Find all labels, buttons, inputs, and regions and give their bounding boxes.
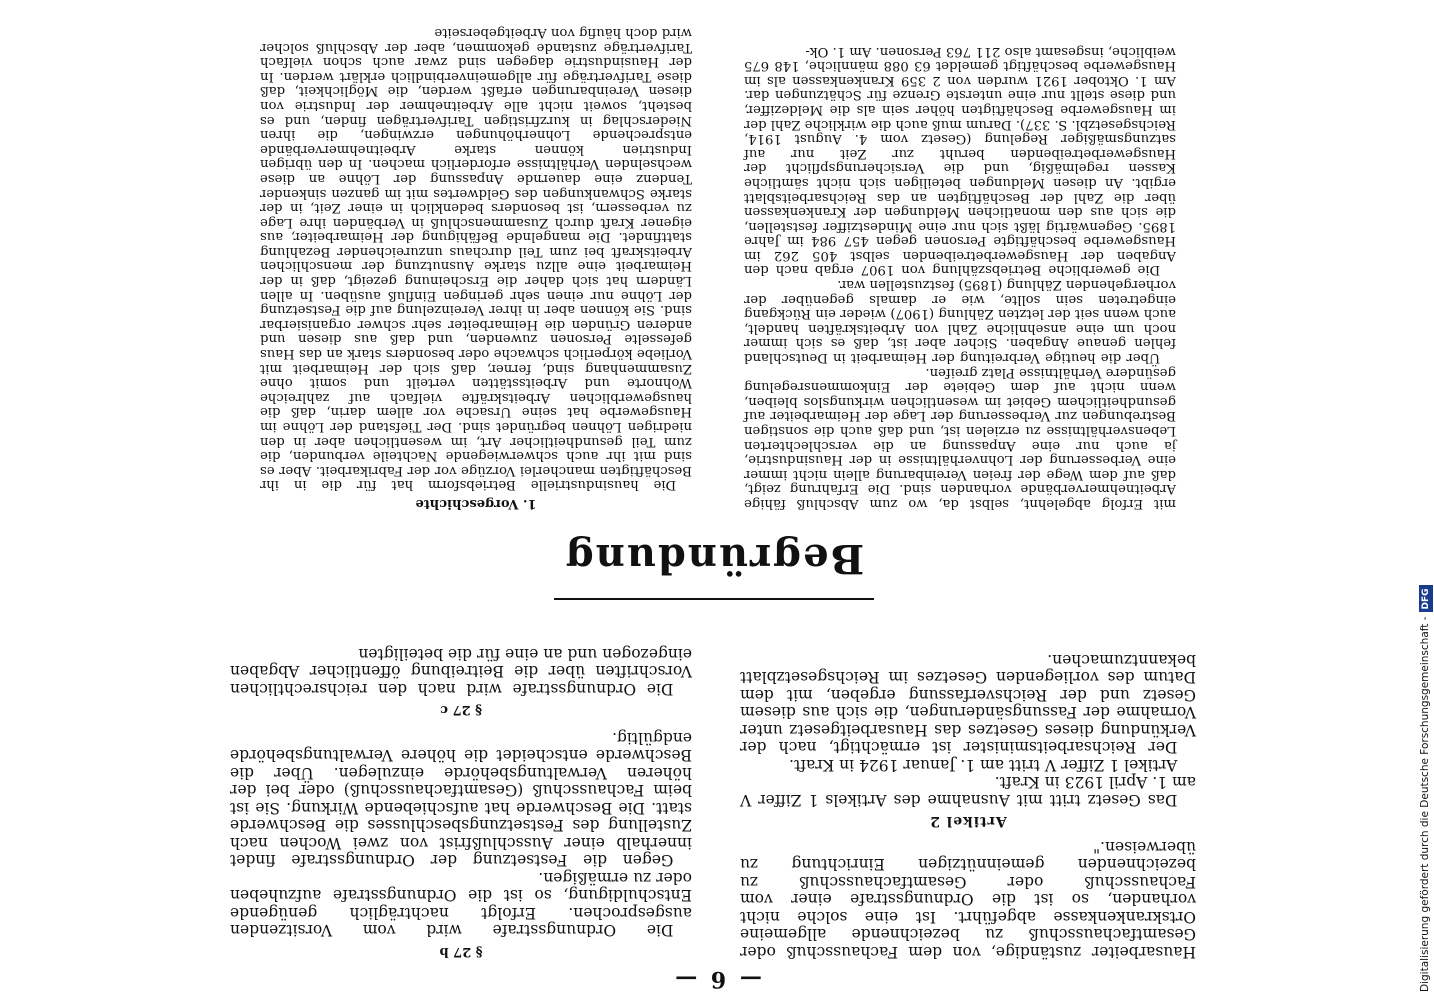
credit-text: Digitalisierung gefördert durch die Deutsche Forschungsgemeinschaft - — [1419, 616, 1431, 992]
paragraph: Artikel 1 Ziffer V tritt am 1. Januar 1924 in Kraft. — [789, 756, 1178, 774]
page-number: — 6 — — [672, 966, 762, 992]
section-27c-heading: § 27 c — [440, 702, 482, 718]
paragraph: Über die heutige Verbreitung der Heimarbeit in Deutschland fehlen genaue Angaben. Sicher aber ist, daß es sich immer noch um eine ansehnliche Zahl von Arbeitskräften handelt, auch wenn seit der letzten Zählung (1907) wieder ein Rückgang eingetreten sein sollte, wie er damals gegenüber der vorhergehenden Zählung (1895) festzustellen war. — [744, 277, 1176, 366]
column-left-top — [230, 645, 692, 961]
column-right-bottom — [744, 43, 1176, 510]
paragraph: Hausarbeiter zuständige, von dem Fachausschuß oder Gesamtfachausschuß zu bezeichnende allgemeine Ortskrankenkasse abgeführt. Ist eine solche nicht vorhanden, so ist die Ordnungsstrafe einer vom Fachausschuß oder Gesamtfachausschuß zu bezeichnenden gemeinnützigen Einrichtung zu überweisen." — [740, 838, 1196, 961]
paragraph: Gegen die Festsetzung der Ordnungsstrafe findet innerhalb einer Ausschlußfrist von zwei Wochen nach Zustellung des Festsetzungsbeschlusses die Beschwerde statt. Die Beschwerde hat aufschiebende Wirkung. Sie ist beim Fachausschuß (Gesamtfachausschuß) oder bei der höheren Verwaltungsbehörde einzulegen. Über die Beschwerde entscheidet die höhere Verwaltungsbehörde endgültig. — [230, 729, 692, 870]
dfg-logo: DFG — [1419, 585, 1433, 612]
paragraph: Die hausindustrielle Betriebsform hat für die in ihr Beschäftigten mancherlei Vorzüge vor der Fabrikarbeit. Aber es sind mit ihr auch schwerwiegende Nachteile verbunden, die zum Teil gesundheitlicher Art, im wesentlichen aber in den niedrigen Löhnen begründet sind. Der Tiefstand der Löhne im Hausgewerbe hat seine Ursache vor allem darin, daß die hausgewerblichen Arbeitskräfte vielfach auf zahlreiche Wohnorte und Arbeitsstätten verteilt und somit ohne Zusammenhang sind, ferner, daß sich der Heimarbeit mit Vorliebe körperlich schwache oder besonders stark an das Haus gefesselte Personen zuwenden, und daß aus diesen und anderen Gründen die Heimarbeiter sehr schwer organisierbar sind. Sie können aber in ihrer Vereinzelung auf die Festsetzung der Löhne nur einen sehr geringen Einfluß ausüben. In allen Ländern hat sich daher die Erscheinung gezeigt, daß in der Heimarbeit eine allzu starke Ausnutzung der menschlichen Arbeitskraft bei zum Teil durchaus unzureichender Bezahlung stattfindet. Die mangelnde Befähigung der Heimarbeiter, aus eigener Kraft durch Zusammenschluß in Verbänden ihre Lage zu verbessern, ist besonders bedenklich in einer Zeit, in der starke Schwankungen des Geldwertes mit im ganzen sinkender Tendenz eine dauernde Anpassung der Löhne an diese wechselnden Verhältnisse erforderlich machen. In den übrigen Industrien können starke Arbeitnehmerverbände entsprechende Lohnerhöhungen erzwingen, die ihren Niederschlag in kurzfristigen Tarifverträgen finden, und es besteht, soweit nicht alle Arbeitnehmer der Industrie von diesen Vereinbarungen erfaßt werden, die Möglichkeit, daß diese Tarifverträge für allgemeinverbindlich erklärt werden. In der Hausindustrie dagegen sind zwar auch schon vielfach Tarifverträge zustande gekommen, aber der Abschluß solcher wird doch häufig von Arbeitgeberseite — [260, 25, 692, 493]
section-27b-heading: § 27 b — [439, 944, 483, 959]
paragraph: Der Reichsarbeitsminister ist ermächtigt, nach der Verkündung dieses Gesetzes das Hausarbeitgesetz unter Vornahme der Fassungsänderungen, die sich aus diesem Gesetz und der Reichsverfassung ergeben, mit dem Datum des vorliegenden Gesetzes im Reichsgesetzblatt bekanntzumachen. — [740, 651, 1196, 757]
separator-rule — [554, 598, 874, 600]
digitization-credit — [1416, 0, 1434, 1000]
column-right-top — [740, 651, 1196, 961]
column-left-bottom — [260, 24, 692, 510]
paragraph: Die Ordnungsstrafe wird nach den reichsrechtlichen Vorschriften über die Beitreibung öffentlicher Abgaben eingezogen und an eine für die beteiligten — [230, 645, 692, 698]
paragraph: Die gewerbliche Betriebszählung von 1907 ergab nach den Angaben der Hausgewerbetreibenden selbst 405 262 im Hausgewerbe beschäftigte Personen gegen 457 984 im Jahre 1895. Gegenwärtig läßt sich nur eine Mindestziffer feststellen, die sich aus den monatlichen Meldungen der Krankenkassen über die Zahl der Beschäftigten an das Reichsarbeitsblatt ergibt. An diesen Meldungen beteiligen sich nicht sämtliche Kassen regelmäßig, und die Versicherungspflicht der Hausgewerbetreibenden beruht zur Zeit nur auf satzungsmäßiger Regelung (Gesetz vom 4. August 1914, Reichsgesetzbl. S. 337). Darum muß auch die wirkliche Zahl der im Hausgewerbe Beschäftigten höher sein als die Meldeziffer, und diese stellt nur eine unterste Grenze für Schätzungen dar. Am 1. Oktober 1921 wurden von 2 359 Krankenkassen als im Hausgewerbe beschäftigt gemeldet 63 088 männliche, 148 675 weibliche, insgesamt also 211 763 Personen. Am 1. Ok- — [744, 43, 1176, 278]
paragraph: mit Erfolg abgelehnt, selbst da, wo zum Abschluß fähige Arbeitnehmerverbände vorhanden sind. Die Erfahrung zeigt, daß auf dem Wege der freien Vereinbarung allein nicht immer eine Verbesserung der Lohnverhältnisse in der Hausindustrie, ja auch nur eine Anpassung an die verschlechterten Lebensverhältnisse zu erzielen ist, und daß auch die sonstigen Bestrebungen zur Verbesserung der Lage der Heimarbeiter auf gesundheitlichem Gebiet im wesentlichen wirkungslos bleiben, wenn nicht auf dem Gebiete der Einkommensregelung gesündere Verhältnisse Platz greifen. — [744, 364, 1176, 511]
paragraph: Das Gesetz tritt mit Ausnahme des Artikels 1 Ziffer V am 1. April 1923 in Kraft. — [740, 773, 1196, 809]
artikel-heading: Artikel 2 — [929, 813, 1007, 830]
paragraph: Die Ordnungsstrafe wird vom Vorsitzenden ausgesprochen. Erfolgt nachträglich genügende Entschuldigung, so ist die Ordnungsstrafe aufzuheben oder zu ermäßigen. — [230, 869, 692, 940]
main-heading: Begründung — [563, 535, 865, 582]
subheading: 1. Vorgeschichte — [415, 496, 537, 511]
